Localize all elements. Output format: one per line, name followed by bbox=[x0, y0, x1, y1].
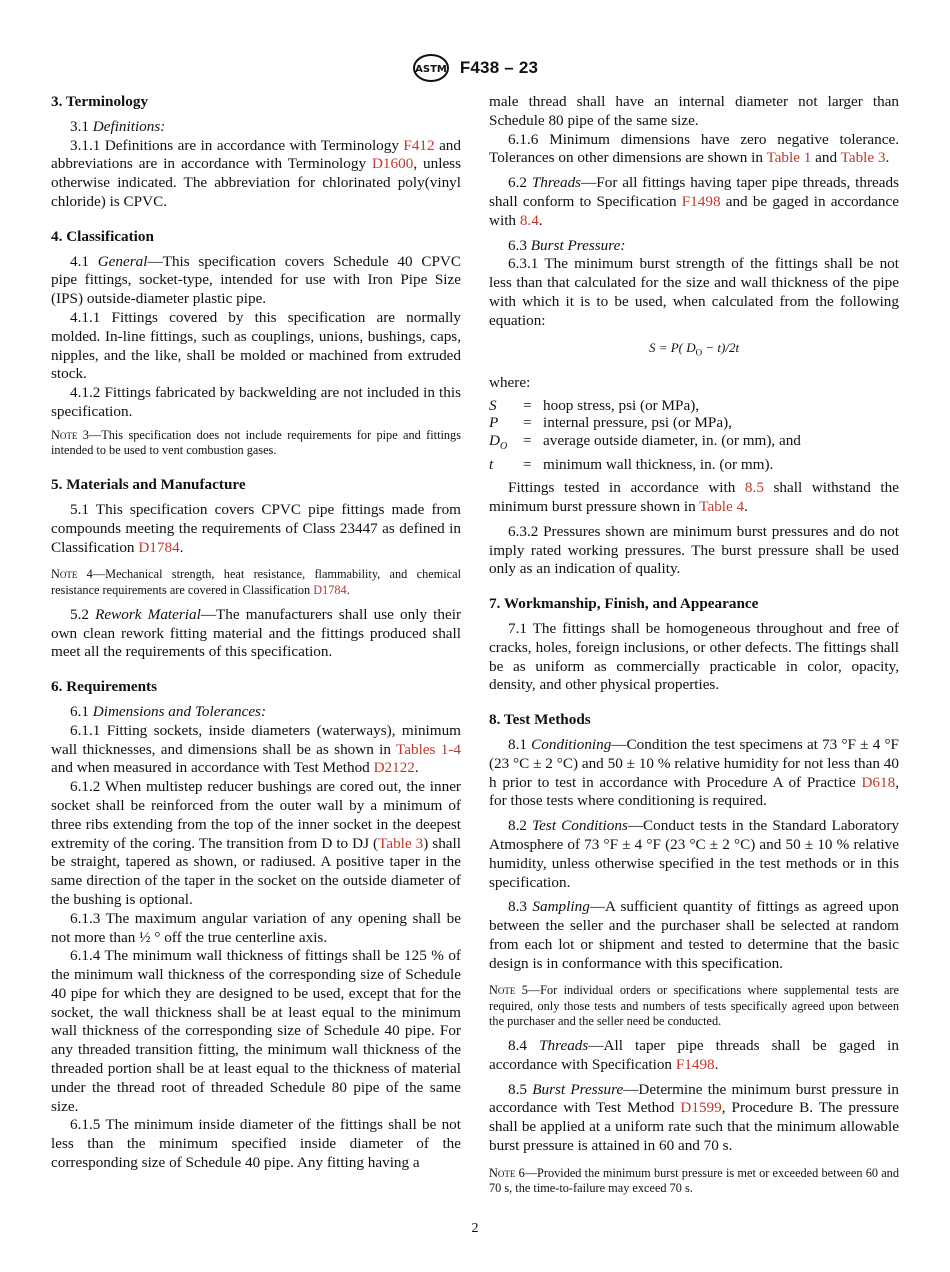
ref-d1600-link[interactable]: D1600 bbox=[371, 155, 414, 173]
definitions-list bbox=[489, 397, 899, 473]
ref-table-1-link[interactable]: Table 1 bbox=[766, 149, 812, 167]
svg-text:ASTM: ASTM bbox=[414, 64, 447, 75]
para-4-1-2: 4.1.2 Fittings fabricated by backwelding are not included in this specification. bbox=[51, 384, 461, 420]
para-7-1: 7.1 The fittings shall be homogeneous throughout and free of cracks, holes, foreign inclusions, or other defects. The fittings shall be as uniform as commercially practicable in color, opacity, density, and other physical properties. bbox=[489, 619, 899, 694]
para-5-1: 5.1 This specification covers CPVC pipe fittings made from compounds meeting the requirements of Class 23447 as defined in Classification D1784. bbox=[51, 500, 461, 556]
para-6-1: 6.1 Dimensions and Tolerances: bbox=[70, 702, 267, 720]
definition-row: t = minimum wall thickness, in. (or mm). bbox=[489, 455, 774, 473]
document-designation: F438 – 23 bbox=[459, 58, 539, 77]
para-8-1: 8.1 Conditioning—Condition the test specimens at 73 °F ± 4 °F (23 °C ± 2 °C) and 50 ± 10 % relative humidity for not less than 40 h prior to test in accordance with Procedure A of Practice D618, for those tests where conditioning is required. bbox=[489, 735, 899, 810]
note-5: Note 5—For individual orders or specifications where supplemental tests are required, only those tests and numbers of tests specifically agreed upon between the purchaser and the seller need be conducted. bbox=[489, 983, 899, 1028]
para-6-1-5: 6.1.5 The minimum inside diameter of the fittings shall be not less than the minimum specified inside diameter of the corresponding size of Schedule 40 pipe. Any fitting having a bbox=[51, 1116, 461, 1172]
para-3-1-1: 3.1.1 Definitions are in accordance with Terminology F412 and abbreviations are in accordance with Terminology D1600, unless otherwise indicated. The abbreviation for chlorinated poly(vinyl chloride) is CPVC. bbox=[51, 136, 462, 210]
right-column bbox=[489, 93, 899, 1204]
ref-d1599-link[interactable]: D1599 bbox=[680, 1099, 722, 1117]
ref-8-4-link[interactable]: 8.4 bbox=[519, 211, 539, 229]
definition-row: P = internal pressure, psi (or MPa), bbox=[489, 414, 732, 432]
burst-equation: S = P( $D_O - t)/2t$ bbox=[648, 339, 740, 358]
ref-tables-1-4-link[interactable]: Tables 1-4 bbox=[396, 740, 462, 758]
ref-d1784-note-link[interactable]: D1784 bbox=[313, 582, 347, 597]
para-6-1-5-continued: male thread shall have an internal diameter not larger than Schedule 80 pipe of the same size. bbox=[489, 93, 899, 129]
para-6-3-1: 6.3.1 The minimum burst strength of the fittings shall be not less than that calculated for the size and wall thickness of the pipe with which it is to be used, when calculated from the following equation: bbox=[489, 255, 899, 329]
section-5-title: 5. Materials and Manufacture bbox=[51, 476, 246, 494]
page-number: 2 bbox=[471, 1221, 479, 1236]
where-label: where: bbox=[489, 373, 531, 391]
note-4: Note 4—Mechanical strength, heat resistance, flammability, and chemical resistance requirements are covered in Classification D1784. bbox=[51, 567, 461, 597]
ref-table-3-link[interactable]: Table 3 bbox=[378, 834, 424, 852]
section-8-title: 8. Test Methods bbox=[489, 711, 591, 729]
ref-table-4-link[interactable]: Table 4 bbox=[699, 497, 745, 515]
section-3-title: 3. Terminology bbox=[51, 93, 149, 110]
section-6-title: 6. Requirements bbox=[51, 678, 158, 696]
astm-logo-icon bbox=[412, 53, 450, 83]
section-7-title: 7. Workmanship, Finish, and Appearance bbox=[489, 595, 759, 613]
para-8-4: 8.4 Threads—All taper pipe threads shall be gaged in accordance with Specification F1498. bbox=[489, 1037, 899, 1073]
para-6-1-1: 6.1.1 Fitting sockets, inside diameters (waterways), minimum wall thicknesses, and dimensions shall be as shown in Tables 1-4 and when measured in accordance with Test Method D2122. bbox=[51, 721, 462, 777]
definition-row: $D_O$ = average outside diameter, in. (or mm), and bbox=[489, 431, 801, 452]
para-3-1: 3.1 Definitions: bbox=[70, 117, 166, 135]
para-6-3: 6.3 Burst Pressure: bbox=[508, 236, 626, 254]
para-6-1-6: 6.1.6 Minimum dimensions have zero negative tolerance. Tolerances on other dimensions are shown in Table 1 and Table 3. bbox=[489, 130, 899, 167]
para-fittings-tested: Fittings tested in accordance with 8.5 shall withstand the minimum burst pressure shown in Table 4. bbox=[489, 479, 899, 515]
page-header bbox=[0, 53, 950, 83]
note-3: Note 3—This specification does not include requirements for pipe and fittings intended to be used to vent combustion gases. bbox=[51, 427, 461, 457]
left-column bbox=[51, 93, 461, 1173]
ref-f1498-link[interactable]: F1498 bbox=[681, 192, 721, 210]
definition-row: S = hoop stress, psi (or MPa), bbox=[489, 396, 700, 414]
para-6-3-2: 6.3.2 Pressures shown are minimum burst pressures and do not imply rated working pressures. The burst pressure shall be used only as an indication of quality. bbox=[489, 522, 899, 578]
para-6-1-2: 6.1.2 When multistep reducer bushings are cored out, the inner socket shall be reinforced from the outer wall by a minimum of three ribs extending from the top of the inner socket in the deepest extremity of the coring. The transition from D to DJ (Table 3) shall be straight, tapered as shown, or radiused. A positive taper in the same direction of the taper in the socket on the outside diameter of the bushing is optional. bbox=[51, 778, 461, 908]
para-4-1-1: 4.1.1 Fittings covered by this specification are normally molded. In-line fittings, such as couplings, unions, bushings, caps, nipples, and the like, shall be molded or machined from extruded stock. bbox=[51, 308, 461, 383]
para-6-1-4: 6.1.4 The minimum wall thickness of fittings shall be 125 % of the minimum wall thickness of the corresponding size of Schedule 40 pipe for which they are designed to be used, except that for the socket, the wall thickness shall be at least equal to the minimum wall thickness of the corresponding size of Schedule 40 pipe. For any threaded transition fitting, the minimum wall thickness of the threaded portion shall be at least equal to the thickness of material under the thread root of threaded Schedule 80 pipe of the same size. bbox=[51, 947, 461, 1115]
ref-f1498-link[interactable]: F1498 bbox=[675, 1055, 715, 1073]
para-6-1-3: 6.1.3 The maximum angular variation of any opening shall be not more than ½ ° off the true centerline axis. bbox=[51, 909, 461, 946]
ref-table-3-link[interactable]: Table 3 bbox=[840, 149, 886, 167]
ref-d2122-link[interactable]: D2122 bbox=[373, 759, 415, 777]
para-8-3: 8.3 Sampling—A sufficient quantity of fittings as agreed upon between the seller and the purchaser shall be selected at random from each lot or shipment and tested to determine that the basic design is in conformance with this specification. bbox=[489, 898, 900, 972]
para-4-1: 4.1 General—This specification covers Schedule 40 CPVC pipe fittings, socket-type, intended for use with Iron Pipe Size (IPS) outside-diameter plastic pipe. bbox=[51, 252, 462, 308]
note-6: Note 6—Provided the minimum burst pressure is met or exceeded between 60 and 70 s, the time-to-failure may exceed 70 s. bbox=[489, 1165, 899, 1196]
ref-f412-link[interactable]: F412 bbox=[403, 136, 435, 154]
ref-d618-link[interactable]: D618 bbox=[861, 773, 896, 791]
para-8-2: 8.2 Test Conditions—Conduct tests in the Standard Laboratory Atmosphere of 73 °F ± 4 °F (23 °C ± 2 °C) and 50 ± 10 % relative humidity, unless otherwise specified in the test methods or in this specification. bbox=[489, 817, 900, 891]
para-5-2: 5.2 Rework Material—The manufacturers shall use only their own clean rework fitting material and the fittings produced shall meet all the requirements of this specification. bbox=[51, 605, 462, 661]
section-4-title: 4. Classification bbox=[51, 227, 154, 245]
ref-8-5-link[interactable]: 8.5 bbox=[744, 479, 764, 497]
para-8-5: 8.5 Burst Pressure—Determine the minimum burst pressure in accordance with Test Method D1599, Procedure B. The pressure shall be applied at a uniform rate such that the minimum allowable burst pressure is attained in 60 and 70 s. bbox=[489, 1080, 900, 1155]
ref-d1784-link[interactable]: D1784 bbox=[138, 538, 180, 556]
para-6-2: 6.2 Threads—For all fittings having taper pipe threads, threads shall conform to Specification F1498 and be gaged in accordance with 8.4. bbox=[489, 174, 900, 229]
